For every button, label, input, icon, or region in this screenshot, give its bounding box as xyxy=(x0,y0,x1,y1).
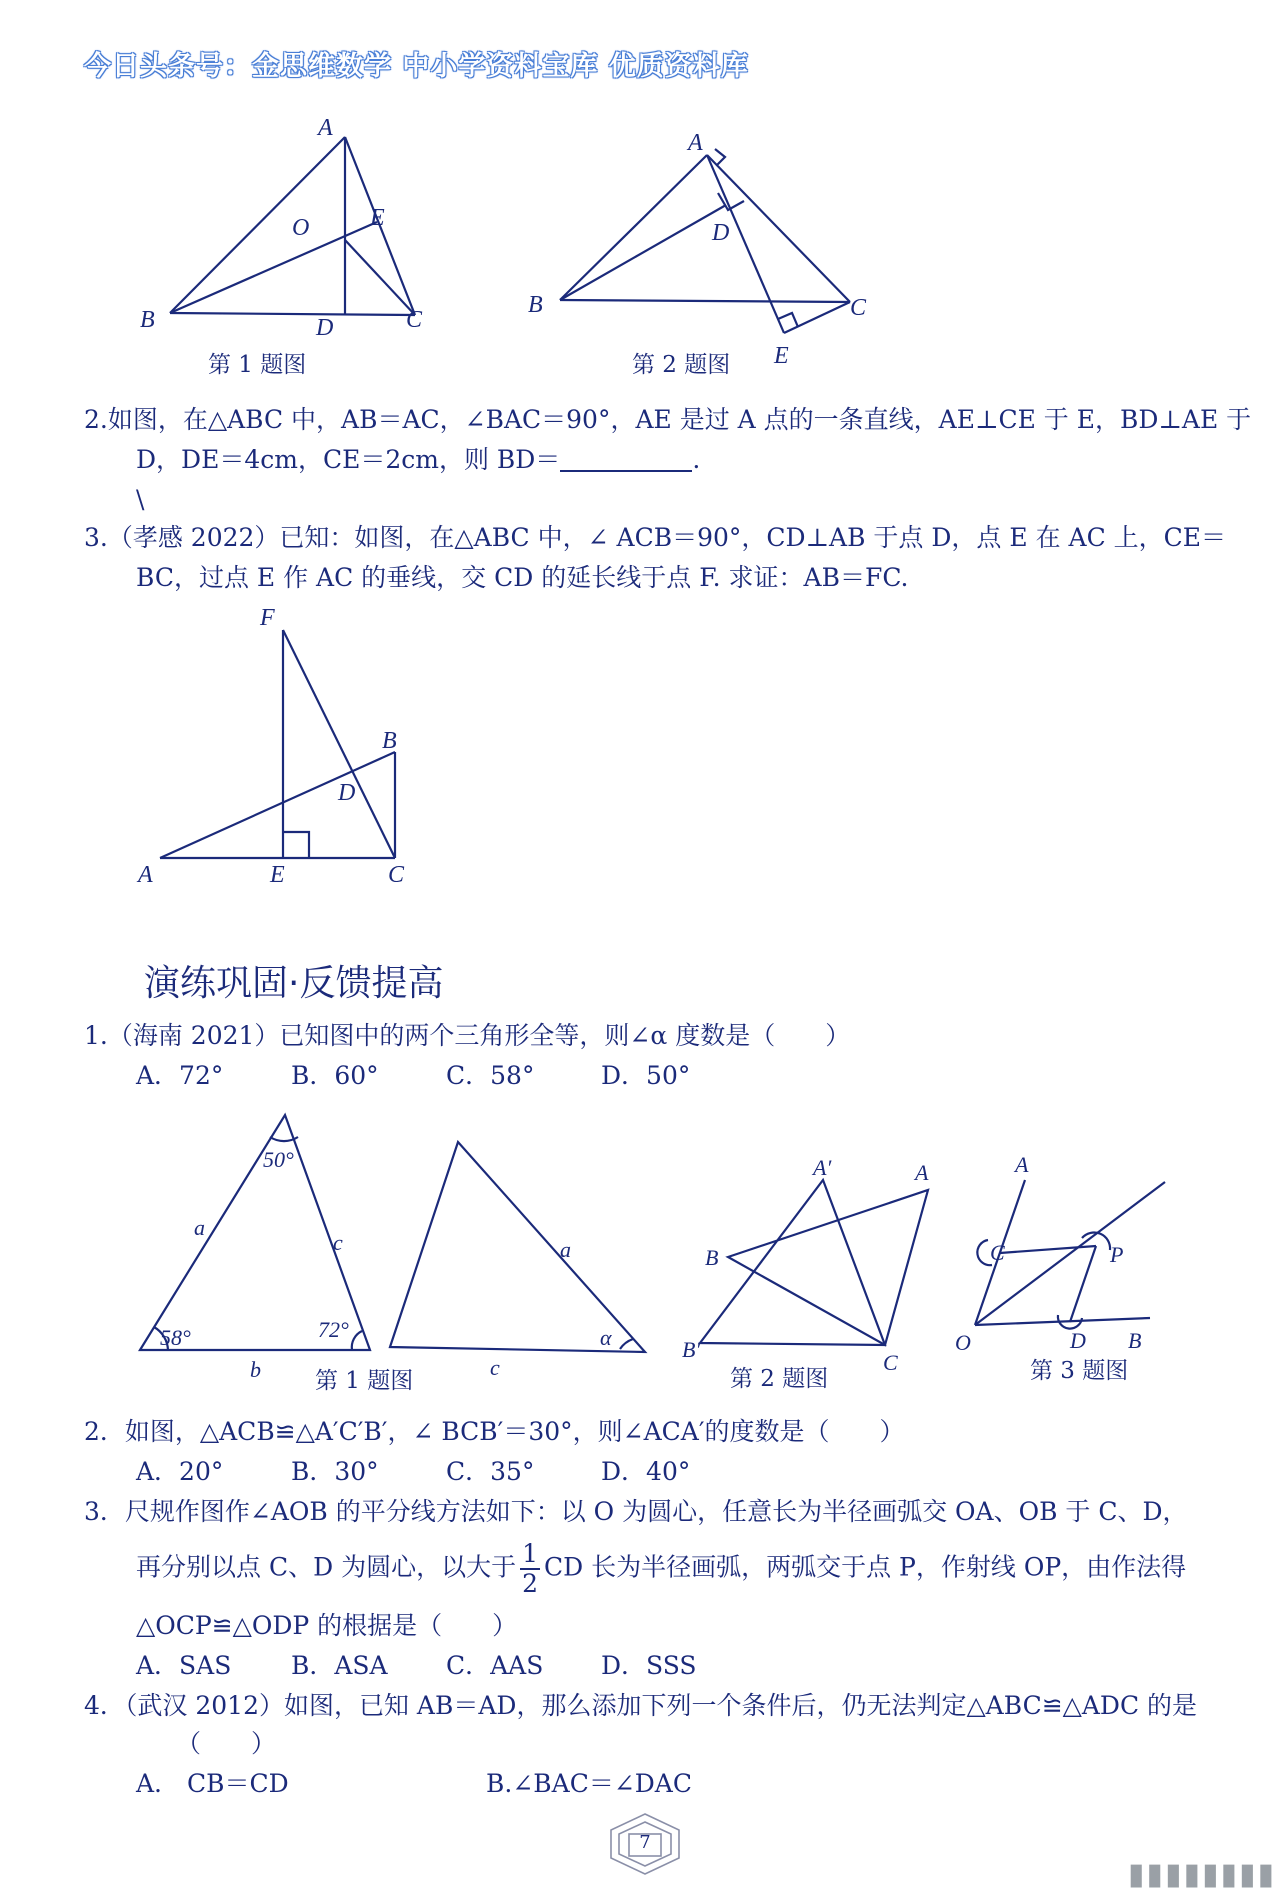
header-banner: 今日头条号：金思维数学 中小学资料宝库 优质资料库 xyxy=(84,51,749,82)
svg-text:C: C xyxy=(850,295,867,321)
svg-text:A′: A′ xyxy=(813,1155,832,1180)
fraction-one-half: $\frac{1}{2}$ xyxy=(522,1539,538,1598)
exercise-3-line2: 再分别以点 C、D 为圆心，以大于 $\frac{1}{2}$ CD 长为半径画弧，两弧交于点 P，作射线 OP，由作法得 xyxy=(136,1539,1187,1598)
svg-text:58°: 58° xyxy=(160,1325,191,1350)
svg-text:D: D xyxy=(712,220,730,246)
svg-text:A: A xyxy=(915,1160,929,1185)
svg-text:C: C xyxy=(990,1240,1005,1265)
svg-text:P: P xyxy=(1110,1242,1124,1267)
svg-text:E: E xyxy=(774,343,789,369)
figure-congruent-triangles xyxy=(130,1105,650,1385)
exercise-4-line2: （ ） xyxy=(176,1729,277,1758)
exercise-4-line1: 4．（武汉 2012）如图，已知 AB＝AD，那么添加下列一个条件后，仍无法判定△ABC≌△ADC 的是 xyxy=(84,1691,1198,1720)
svg-text:50°: 50° xyxy=(263,1147,294,1172)
option-b: B.∠BAC＝∠DAC xyxy=(486,1769,692,1798)
svg-text:c: c xyxy=(333,1230,343,1255)
ex-fig2-caption: 第 2 题图 xyxy=(730,1366,829,1392)
problem-2-line2: D，DE＝4cm，CE＝2cm，则 BD＝ . xyxy=(136,445,701,474)
option-c: C．35° xyxy=(446,1457,535,1486)
svg-text:B: B xyxy=(1128,1328,1142,1353)
svg-text:O: O xyxy=(955,1330,971,1355)
svg-text:A: A xyxy=(1015,1152,1029,1177)
svg-text:A: A xyxy=(138,862,153,888)
svg-text:α: α xyxy=(600,1325,612,1350)
option-d: D．SSS xyxy=(601,1651,697,1680)
figure-2-triangle xyxy=(520,125,880,375)
fig2-caption: 第 2 题图 xyxy=(632,352,731,378)
figure-problem-3 xyxy=(130,600,430,900)
exercise-1-stem: 1.（海南 2021）已知图中的两个三角形全等，则∠α 度数是（ ） xyxy=(84,1021,851,1050)
answer-blank xyxy=(560,444,692,472)
svg-text:72°: 72° xyxy=(318,1317,349,1342)
svg-text:D: D xyxy=(1070,1328,1086,1353)
exercise-2-stem: 2．如图，△ACB≌△A′C′B′，∠ BCB′＝30°，则∠ACA′的度数是（ ） xyxy=(84,1417,905,1446)
figure-rotated-triangles xyxy=(680,1145,940,1385)
svg-text:O: O xyxy=(292,215,310,241)
svg-text:a: a xyxy=(194,1215,205,1240)
svg-text:B: B xyxy=(705,1245,719,1270)
svg-text:D: D xyxy=(338,780,356,806)
svg-text:C: C xyxy=(883,1350,898,1375)
fig1-caption: 第 1 题图 xyxy=(208,352,307,378)
page-number: 7 xyxy=(639,1832,651,1853)
svg-text:B′: B′ xyxy=(682,1337,701,1362)
watermark: ▮▮▮▮▮▮▮▮ xyxy=(1127,1857,1276,1892)
option-c: C．AAS xyxy=(446,1651,544,1680)
svg-text:B: B xyxy=(528,292,543,318)
ex-fig3-caption: 第 3 题图 xyxy=(1030,1358,1129,1384)
section-title: 演练巩固·反馈提高 xyxy=(144,963,444,1004)
option-b: B．60° xyxy=(291,1061,379,1090)
option-a: A．20° xyxy=(136,1457,224,1486)
option-d: D．50° xyxy=(601,1061,691,1090)
svg-text:E: E xyxy=(270,862,285,888)
svg-text:F: F xyxy=(260,605,275,631)
svg-text:E: E xyxy=(370,205,385,231)
svg-text:C: C xyxy=(406,307,423,333)
option-b: B．30° xyxy=(291,1457,379,1486)
svg-text:B: B xyxy=(140,307,155,333)
problem-2-line1: 2.如图，在△ABC 中，AB＝AC，∠BAC＝90°，AE 是过 A 点的一条直线，AE⊥CE 于 E，BD⊥AE 于 xyxy=(84,405,1252,434)
option-a: A．72° xyxy=(136,1061,224,1090)
svg-text:A: A xyxy=(318,115,333,141)
problem-3-line2: BC，过点 E 作 AC 的垂线，交 CD 的延长线于点 F. 求证：AB＝FC. xyxy=(136,563,909,592)
svg-text:A: A xyxy=(688,130,703,156)
option-d: D．40° xyxy=(601,1457,691,1486)
problem-3-line1: 3.（孝感 2022）已知：如图，在△ABC 中，∠ ACB＝90°，CD⊥AB 于点 D，点 E 在 AC 上，CE＝ xyxy=(84,523,1227,552)
option-a: A．SAS xyxy=(136,1651,232,1680)
svg-text:B: B xyxy=(382,728,397,754)
option-a: A. CB＝CD xyxy=(136,1769,289,1798)
figure-angle-bisector xyxy=(940,1150,1180,1370)
exercise-3-line1: 3．尺规作图作∠AOB 的平分线方法如下：以 O 为圆心，任意长为半径画弧交 OA、OB 于 C、D， xyxy=(84,1497,1188,1526)
option-b: B．ASA xyxy=(291,1651,388,1680)
svg-text:C: C xyxy=(388,862,405,888)
ex-fig1-caption: 第 1 题图 xyxy=(315,1368,414,1394)
figure-1-triangle xyxy=(130,105,460,375)
svg-text:D: D xyxy=(316,315,334,341)
svg-text:b: b xyxy=(250,1357,261,1382)
svg-text:c: c xyxy=(490,1355,500,1380)
stray-mark: \ xyxy=(136,485,145,514)
svg-text:a: a xyxy=(560,1237,571,1262)
option-c: C．58° xyxy=(446,1061,535,1090)
exercise-3-line3: △OCP≌△ODP 的根据是（ ） xyxy=(136,1611,518,1640)
